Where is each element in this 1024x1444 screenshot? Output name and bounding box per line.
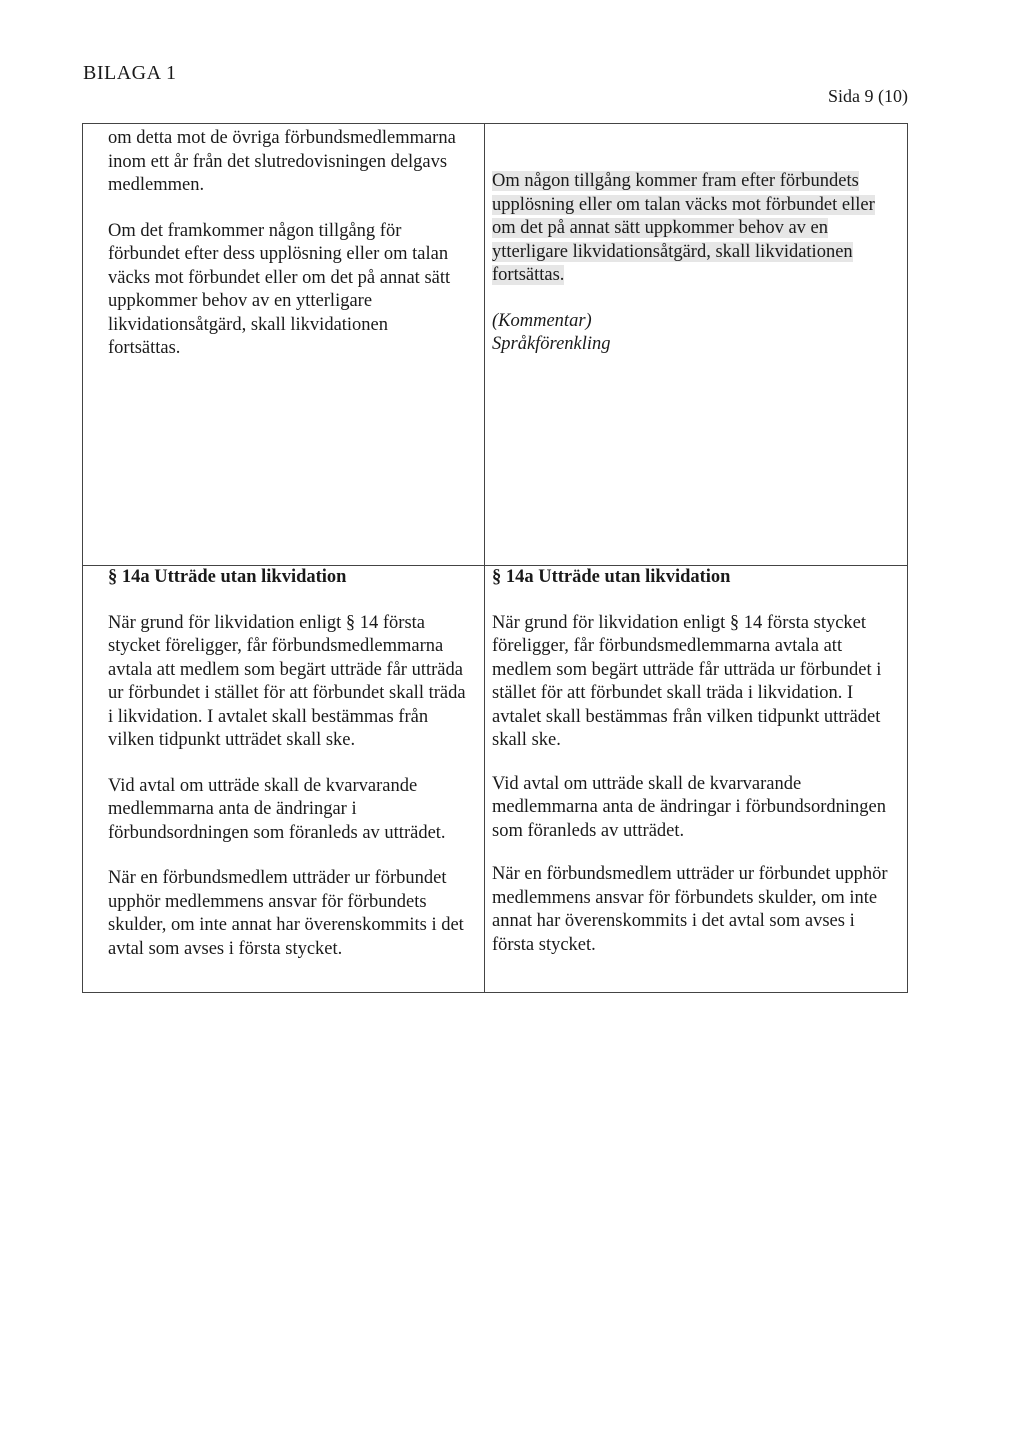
section-heading: § 14a Utträde utan likvidation: [492, 567, 731, 587]
paragraph: När grund för likvidation enligt § 14 första stycket föreligger, får förbundsmedlemmarna avtala att medlem som begärt utträde får utträda ur förbundet i stället för att förbundet skall träda i likvidation. I avtalet skall bestämmas från vilken tidpunkt utträdet skall ske.: [492, 612, 882, 750]
appendix-label: BILAGA 1: [83, 62, 177, 84]
old-text-cell-bottom: [108, 566, 468, 983]
highlighted-text: Om någon tillgång kommer fram efter förbundets upplösning eller om talan väcks mot förbundet eller om det på annat sätt uppkommer behov av en ytterligare likvidationsåtgärd, skall likvidationen fortsättas.: [492, 171, 875, 285]
paragraph: Vid avtal om utträde skall de kvarvarande medlemmarna anta de ändringar i förbundsordningen som föranleds av utträdet.: [492, 773, 887, 841]
new-text-cell-bottom: [492, 566, 897, 977]
old-text-cell-top: [108, 127, 458, 383]
page-number: Sida 9 (10): [828, 86, 908, 106]
paragraph: När en förbundsmedlem utträder ur förbundet upphör medlemmens ansvar för förbundets skulder, om inte annat har överenskommits i det avtal som avses i första stycket.: [492, 864, 888, 955]
paragraph: Om det framkommer någon tillgång för förbundet efter dess upplösning eller om talan väcks mot förbundet eller om det på annat sätt uppkommer behov av en ytterligare likvidationsåtgärd, skall likvidationen fortsättas.: [108, 220, 451, 358]
paragraph: Vid avtal om utträde skall de kvarvarande medlemmarna anta de ändringar i förbundsordningen som föranleds av utträdet.: [108, 775, 446, 843]
section-heading: § 14a Utträde utan likvidation: [108, 567, 347, 587]
paragraph: om detta mot de övriga förbundsmedlemmarna inom ett år från det slutredovisningen delgavs medlemmen.: [108, 128, 456, 195]
comment-block: [492, 310, 897, 357]
column-divider: [484, 124, 485, 992]
new-text-cell-top: [492, 170, 897, 357]
paragraph: När en förbundsmedlem utträder ur förbundet upphör medlemmens ansvar för förbundets skulder, om inte annat har överenskommits i det avtal som avses i första stycket.: [108, 868, 464, 959]
paragraph-highlighted: [492, 170, 897, 288]
comment-label: (Kommentar): [492, 310, 592, 331]
comment-text: Språkförenkling: [492, 334, 611, 354]
paragraph: När grund för likvidation enligt § 14 första stycket föreligger, får förbundsmedlemmarna avtala att medlem som begärt utträde får utträda ur förbundet i stället för att förbundet skall träda i likvidation. I avtalet skall bestämmas från vilken tidpunkt utträdet skall ske.: [108, 612, 466, 750]
comparison-table: [82, 123, 908, 993]
